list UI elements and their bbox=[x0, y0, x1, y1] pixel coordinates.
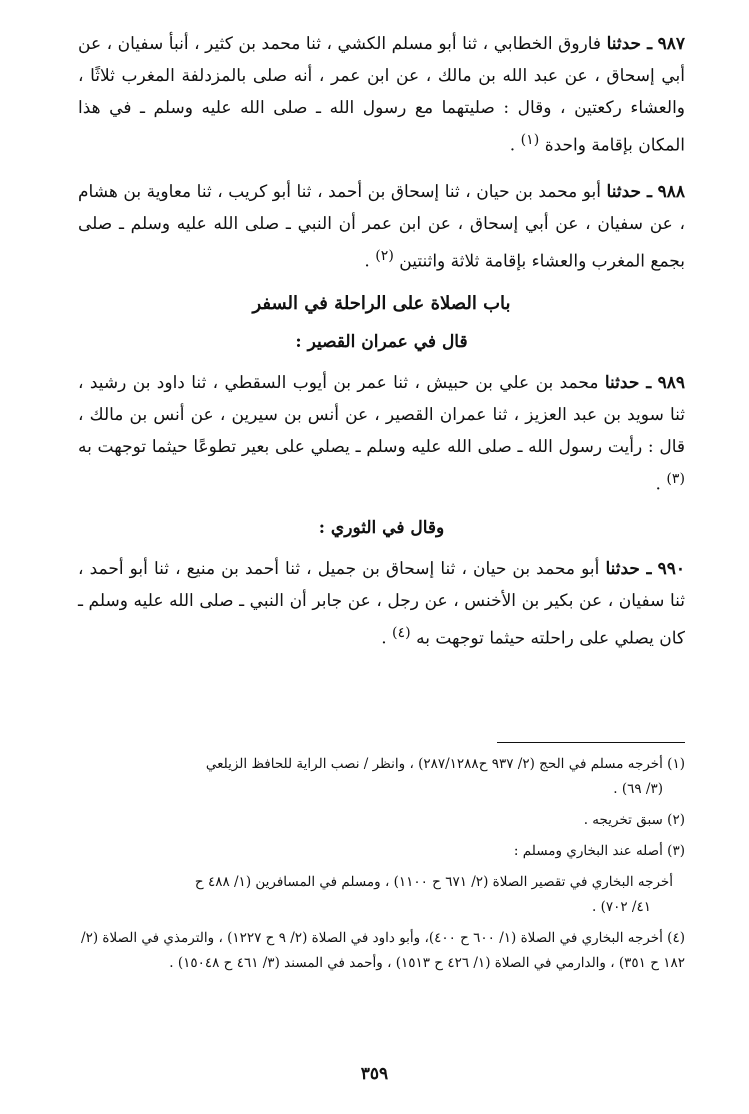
hadith-989 bbox=[78, 367, 685, 501]
chapter-heading: باب الصلاة على الراحلة في السفر bbox=[252, 293, 511, 315]
hadith-end: . bbox=[364, 251, 370, 272]
section-heading: قال في عمران القصير : bbox=[295, 332, 468, 353]
hadith-end: . bbox=[509, 135, 516, 156]
main-text bbox=[78, 28, 685, 669]
hadith-990 bbox=[78, 553, 685, 655]
footnote-3 bbox=[78, 839, 685, 864]
hadith-lead: ـ حدثنا bbox=[604, 373, 652, 394]
page-number: ٣٥٩ bbox=[360, 1064, 389, 1084]
footnote-label: (٢) bbox=[667, 812, 685, 828]
hadith-text: أبو محمد بن حيان ، ثنا إسحاق بن جميل ، ثنا أحمد بن منيع ، ثنا أبو أحمد ، ثنا سفيان ، عن بكير بن الأخنس ، عن رجل ، عن جابر أن النبي ـ صلى الله عليه وسلم ـ كان يصلي على راحلته حيثما توجهت به bbox=[78, 558, 685, 649]
hadith-text: محمد بن علي بن حبيش ، ثنا عمر بن أيوب السقطي ، ثنا داود بن رشيد ، ثنا سويد بن عبد العزيز ، ثنا عمران القصير ، عن أنس بن سيرين ، عن أنس بن مالك ، قال : رأيت رسول الله ـ صلى الله عليه وسلم ـ يصلي على بعير تطوعًا حيثما توجهت به bbox=[78, 373, 685, 458]
section-heading: وقال في الثوري : bbox=[318, 517, 445, 538]
footnote-4 bbox=[78, 926, 685, 976]
footnote-label: (٣) bbox=[667, 843, 685, 859]
hadith-number: ٩٨٨ bbox=[657, 181, 685, 202]
footnote-label: (١) bbox=[667, 756, 685, 772]
hadith-number: ٩٩٠ bbox=[657, 558, 686, 579]
hadith-987 bbox=[78, 28, 685, 162]
footnotes bbox=[78, 752, 685, 982]
footnote-continuation: ٤١/ ٧٠٢) . bbox=[592, 899, 651, 915]
footnote-label: (٤) bbox=[667, 930, 685, 946]
footnote-text: أخرجه البخاري في تقصير الصلاة (٢/ ٦٧١ ح ١١٠٠) ، ومسلم في المسافرين (١/ ٤٨٨ ح bbox=[194, 874, 673, 890]
footnote-ref[interactable]: (٣) bbox=[666, 471, 685, 488]
hadith-number: ٩٨٧ bbox=[657, 34, 686, 54]
hadith-end: . bbox=[381, 628, 387, 649]
footnote-ref[interactable]: (٢) bbox=[375, 247, 394, 264]
footnote-text: أخرجه البخاري في الصلاة (١/ ٦٠٠ ح ٤٠٠)، وأبو داود في الصلاة (٢/ ٩ ح ١٢٢٧) ، والترمذي في الصلاة (٢/ ١٨٢ ح ٣٥١) ، والدارمي في الصلاة (١/ ٤٢٦ ح ١٥١٣) ، وأحمد في المسند (٣/ ٤٦١ ح ١٥٠٤٨) . bbox=[81, 930, 685, 971]
footnote-text: سبق تخريجه . bbox=[583, 812, 663, 828]
hadith-lead: ـ حدثنا bbox=[605, 558, 652, 579]
footnote-2 bbox=[78, 808, 685, 833]
footnote-text: أخرجه مسلم في الحج (٢/ ٩٣٧ ح٢٨٧/١٢٨٨) ، وانظر / نصب الراية للحافظ الزيلعي bbox=[205, 756, 663, 772]
hadith-end: . bbox=[655, 474, 661, 495]
hadith-text: فاروق الخطابي ، ثنا أبو مسلم الكشي ، ثنا محمد بن كثير ، أنبأ سفيان ، عن أبي إسحاق ، عن عبد الله بن مالك ، عن ابن عمر ، أنه صلى بالمزدلفة المغرب ثلاثًا ، والعشاء ركعتين ، وقال : صليتهما مع رسول الله ـ صلى الله عليه وسلم ـ في هذا المكان بإقامة واحدة bbox=[78, 34, 685, 156]
hadith-text: أبو محمد بن حيان ، ثنا إسحاق بن أحمد ، ثنا أبو كريب ، ثنا معاوية بن هشام ، عن سفيان ، عن أبي إسحاق ، عن ابن عمر أن النبي ـ صلى الله عليه وسلم ـ صلى بجمع المغرب والعشاء بإقامة ثلاثة واثنتين bbox=[78, 181, 685, 272]
footnote-ref[interactable]: (٤) bbox=[392, 624, 411, 641]
hadith-number: ٩٨٩ bbox=[657, 373, 686, 394]
footnote-divider bbox=[497, 742, 685, 743]
footnote-1 bbox=[78, 752, 685, 802]
footnote-text: أصله عند البخاري ومسلم : bbox=[513, 843, 663, 859]
hadith-lead: ـ حدثنا bbox=[606, 34, 653, 54]
footnote-3-detail bbox=[78, 870, 685, 920]
footnote-continuation: (٣/ ٦٩) . bbox=[613, 781, 663, 797]
footnote-ref[interactable]: (١) bbox=[520, 132, 540, 148]
hadith-lead: ـ حدثنا bbox=[606, 181, 653, 202]
hadith-988 bbox=[78, 176, 685, 278]
